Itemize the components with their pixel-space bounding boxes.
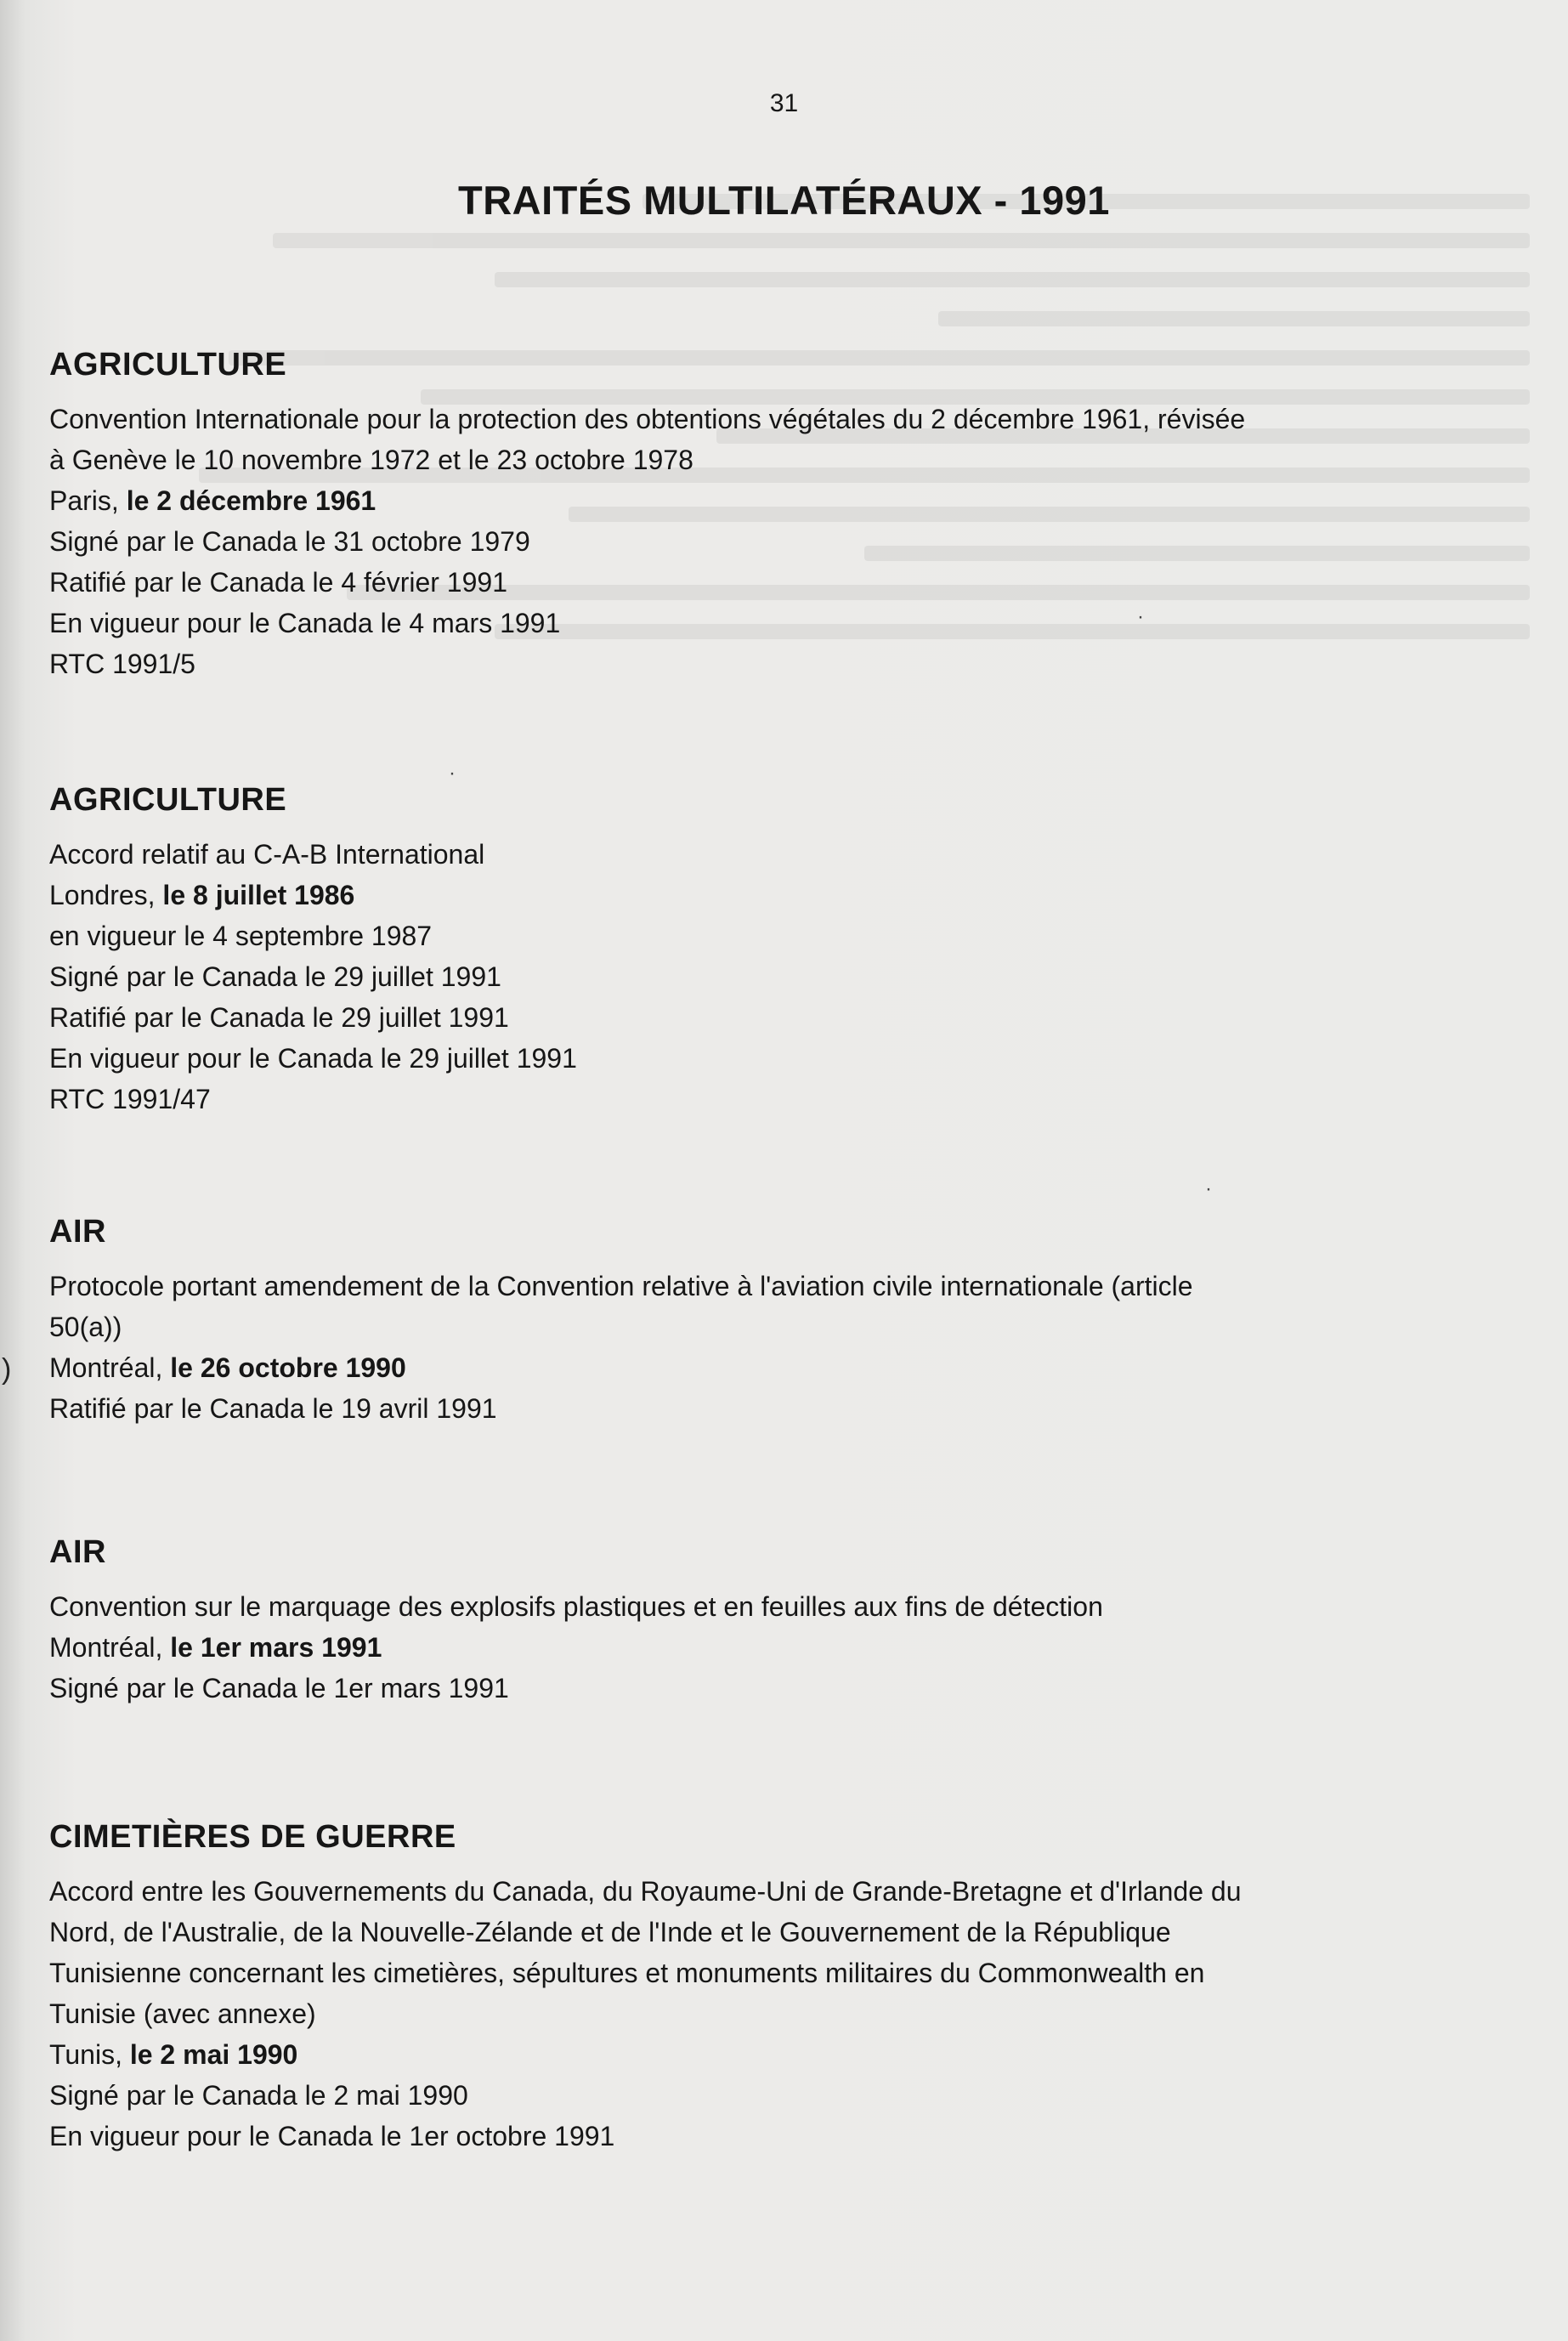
section-agriculture-2: [49, 782, 1511, 1119]
page-number: 31: [769, 89, 799, 117]
in-force-line: En vigueur pour le Canada le 29 juillet 1991: [49, 1043, 577, 1074]
entry-into-force-line: en vigueur le 4 septembre 1987: [49, 921, 433, 951]
place-text: Montréal,: [49, 1352, 171, 1383]
section-air-2: [49, 1534, 1511, 1709]
treaty-title-line: Accord entre les Gouvernements du Canada, du Royaume-Uni de Grande-Bretagne et d'Irlande du: [49, 1876, 1242, 1907]
place-text: Montréal,: [49, 1632, 171, 1663]
treaty-title-line: Nord, de l'Australie, de la Nouvelle-Zélande et de l'Inde et le Gouvernement de la République: [49, 1917, 1171, 1947]
scan-speck: ·: [1137, 605, 1144, 628]
treaty-title-line: à Genève le 10 novembre 1972 et le 23 octobre 1978: [49, 445, 693, 475]
rtc-reference: RTC 1991/47: [49, 1084, 211, 1114]
section-heading: AIR: [49, 1214, 106, 1250]
place-text: Paris,: [49, 485, 127, 516]
signed-line: Signé par le Canada le 1er mars 1991: [49, 1673, 509, 1703]
ratified-line: Ratifié par le Canada le 29 juillet 1991: [49, 1002, 509, 1033]
place-text: Londres,: [49, 880, 163, 910]
treaty-title-line: Tunisie (avec annexe): [49, 1998, 316, 2029]
place-date-line: [49, 1627, 1511, 1668]
treaty-title-line: Protocole portant amendement de la Convention relative à l'aviation civile internationale (article: [49, 1271, 1193, 1301]
section-heading: CIMETIÈRES DE GUERRE: [49, 1819, 456, 1855]
treaty-title-line: Convention Internationale pour la protection des obtentions végétales du 2 décembre 1961, révisée: [49, 404, 1246, 434]
date-text: le 8 juillet 1986: [162, 880, 355, 910]
place-date-line: [49, 480, 1511, 521]
scan-speck: ·: [449, 762, 456, 785]
treaty-title-line: Accord relatif au C-A-B International: [49, 839, 485, 870]
date-text: le 1er mars 1991: [170, 1632, 382, 1663]
date-text: le 2 décembre 1961: [126, 485, 376, 516]
section-heading: AGRICULTURE: [49, 347, 287, 383]
treaty-title-line: 50(a)): [49, 1312, 122, 1342]
section-agriculture-1: [49, 347, 1511, 684]
date-text: le 2 mai 1990: [129, 2039, 298, 2070]
section-war-cemeteries: [49, 1819, 1511, 2157]
section-air-1: [49, 1214, 1511, 1429]
margin-mark: ): [2, 1353, 12, 1386]
place-text: Tunis,: [49, 2039, 130, 2070]
in-force-line: En vigueur pour le Canada le 4 mars 1991: [49, 608, 561, 638]
date-text: le 26 octobre 1990: [170, 1352, 406, 1383]
signed-line: Signé par le Canada le 31 octobre 1979: [49, 526, 530, 557]
scan-speck: ·: [1205, 1177, 1212, 1200]
place-date-line: [49, 1347, 1511, 1388]
place-date-line: [49, 875, 1511, 915]
page-title: TRAITÉS MULTILATÉRAUX - 1991: [458, 178, 1110, 223]
rtc-reference: RTC 1991/5: [49, 649, 195, 679]
in-force-line: En vigueur pour le Canada le 1er octobre 1991: [49, 2121, 615, 2151]
treaty-title-line: Tunisienne concernant les cimetières, sépultures et monuments militaires du Commonwealth en: [49, 1958, 1205, 1988]
section-heading: AIR: [49, 1534, 106, 1570]
place-date-line: [49, 2034, 1511, 2075]
section-heading: AGRICULTURE: [49, 782, 287, 818]
ratified-line: Ratifié par le Canada le 19 avril 1991: [49, 1393, 497, 1424]
signed-line: Signé par le Canada le 29 juillet 1991: [49, 961, 501, 992]
ratified-line: Ratifié par le Canada le 4 février 1991: [49, 567, 507, 598]
signed-line: Signé par le Canada le 2 mai 1990: [49, 2080, 468, 2111]
treaty-title-line: Convention sur le marquage des explosifs plastiques et en feuilles aux fins de détection: [49, 1591, 1103, 1622]
